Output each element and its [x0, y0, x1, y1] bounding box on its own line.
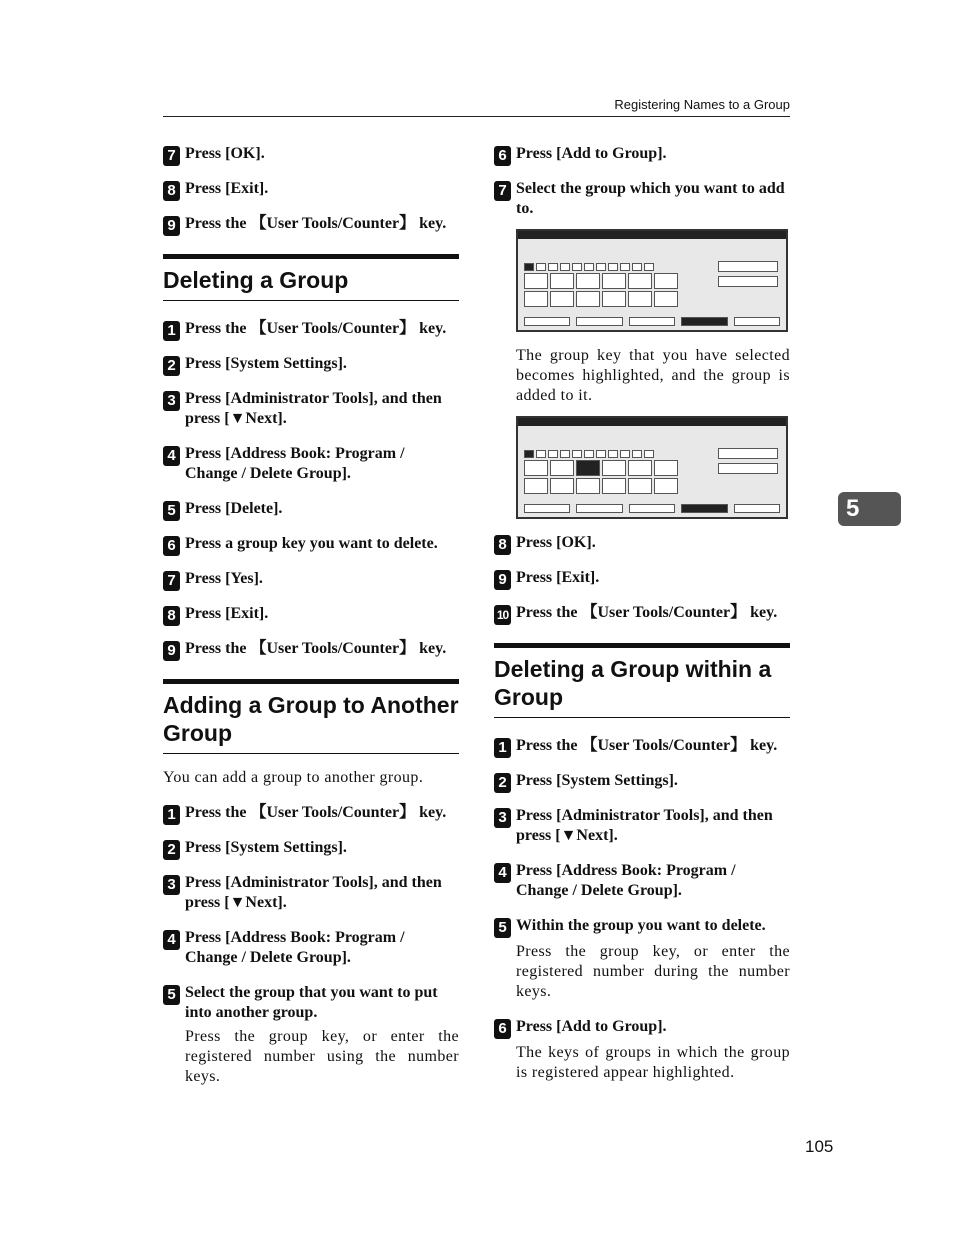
step: 4 Press [Address Book: Program / Change / Delete Group].	[163, 444, 459, 484]
step-note: Press the group key, or enter the registered number using the number keys.	[185, 1028, 459, 1085]
step: 2 Press [System Settings].	[163, 838, 459, 858]
screen-illustration	[516, 229, 788, 332]
step: 9 Press [Exit].	[494, 568, 790, 588]
left-column	[163, 144, 459, 1102]
step: 3 Press [Administrator Tools], and then press [▼Next].	[494, 806, 790, 846]
step: 9 Press the 【User Tools/Counter】 key.	[163, 639, 459, 659]
screen-title-bar	[518, 418, 786, 426]
step: 4 Press [Address Book: Program / Change / Delete Group].	[163, 928, 459, 968]
chapter-tab: 5	[838, 492, 901, 526]
step: 6 Press [Add to Group].	[494, 1017, 790, 1037]
header-title: Registering Names to a Group	[614, 97, 790, 112]
step-note: Press the group key, or enter the registered number during the number keys.	[516, 943, 790, 1000]
step: 7 Press [Yes].	[163, 569, 459, 589]
step: 8 Press [Exit].	[163, 604, 459, 624]
step: 6 Press a group key you want to delete.	[163, 534, 459, 554]
step: 7 Select the group which you want to add to.	[494, 179, 790, 219]
right-column	[494, 144, 790, 1098]
screen-group-keys	[524, 460, 678, 494]
step: 9 Press the 【User Tools/Counter】 key.	[163, 214, 459, 234]
step-note: The group key that you have selected becomes highlighted, and the group is added to it.	[516, 347, 790, 404]
screen-tabs	[524, 263, 654, 271]
section-heading: Deleting a Group	[163, 254, 459, 301]
step: 1 Press the 【User Tools/Counter】 key.	[163, 803, 459, 823]
screen-side-buttons	[718, 448, 778, 488]
step: 8 Press [Exit].	[163, 179, 459, 199]
screen-group-keys	[524, 273, 678, 307]
step: 8 Press [OK].	[494, 533, 790, 553]
page-number: 105	[805, 1137, 834, 1156]
screen-illustration	[516, 416, 788, 519]
section-heading: Adding a Group to Another Group	[163, 679, 459, 754]
screen-side-buttons	[718, 261, 778, 301]
step: 1 Press the 【User Tools/Counter】 key.	[163, 319, 459, 339]
step: 3 Press [Administrator Tools], and then press [▼Next].	[163, 873, 459, 913]
intro-paragraph: You can add a group to another group.	[163, 769, 424, 786]
screen-title-bar	[518, 231, 786, 239]
section-heading: Deleting a Group within a Group	[494, 643, 790, 718]
step-note: The keys of groups in which the group is registered appear highlighted.	[516, 1044, 790, 1081]
running-header	[163, 97, 790, 117]
screen-tabs	[524, 450, 654, 458]
step: 6 Press [Add to Group].	[494, 144, 790, 164]
step: 5 Press [Delete].	[163, 499, 459, 519]
step: 4 Press [Address Book: Program / Change / Delete Group].	[494, 861, 790, 901]
step: 1 Press the 【User Tools/Counter】 key.	[494, 736, 790, 756]
step: 2 Press [System Settings].	[494, 771, 790, 791]
step: 5 Within the group you want to delete.	[494, 916, 790, 936]
step: 10 Press the 【User Tools/Counter】 key.	[494, 603, 790, 623]
step: 7 Press [OK].	[163, 144, 459, 164]
screen-bottom-buttons	[524, 317, 780, 326]
screen-bottom-buttons	[524, 504, 780, 513]
step: 3 Press [Administrator Tools], and then press [▼Next].	[163, 389, 459, 429]
step: 2 Press [System Settings].	[163, 354, 459, 374]
step: 5 Select the group that you want to put into another group.	[163, 983, 459, 1023]
